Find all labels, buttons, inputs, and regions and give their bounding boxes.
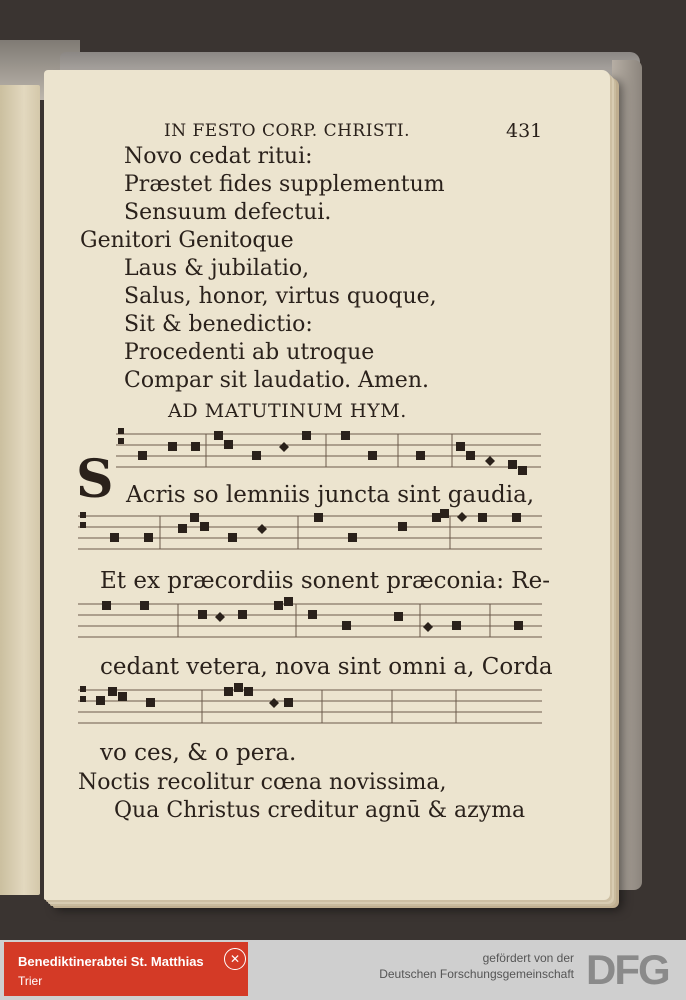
lyric-line: Acris so lemniis juncta sint gaudia, bbox=[126, 482, 535, 508]
funding-note bbox=[379, 950, 574, 982]
music-staff-2 bbox=[78, 508, 548, 558]
verse-line: Compar sit laudatio. Amen. bbox=[124, 368, 429, 393]
running-header: IN FESTO CORP. CHRISTI. bbox=[164, 121, 411, 141]
verse-line: Sensuum defectui. bbox=[124, 200, 332, 225]
closing-line: Qua Christus creditur agnū & azyma bbox=[114, 798, 526, 823]
closing-line: Noctis recolitur cœna novissima, bbox=[78, 770, 447, 795]
lyric-line: vo ces, & o pera. bbox=[100, 740, 297, 766]
abbey-seal-icon: ✕ bbox=[224, 948, 246, 970]
verse-line: Procedenti ab utroque bbox=[124, 340, 375, 365]
page-number: 431 bbox=[506, 120, 543, 142]
music-staff-3 bbox=[78, 596, 548, 646]
verse-line: Sit & benedictio: bbox=[124, 312, 313, 337]
dfg-logo[interactable]: DFG bbox=[586, 946, 669, 993]
left-page-edge bbox=[0, 85, 40, 895]
funding-line: gefördert von der bbox=[482, 951, 574, 965]
verse-line: Præstet fides supplementum bbox=[124, 172, 445, 197]
music-staff-4 bbox=[78, 682, 548, 732]
verse-line: Novo cedat ritui: bbox=[124, 144, 313, 169]
right-page bbox=[44, 70, 610, 900]
lyric-line: Et ex præcordiis sonent præconia: Re- bbox=[100, 568, 550, 594]
funding-line: Deutschen Forschungsgemeinschaft bbox=[379, 967, 574, 981]
verse-line: Laus & jubilatio, bbox=[124, 256, 310, 281]
verse-line: Genitori Genitoque bbox=[80, 228, 294, 253]
hymn-heading: AD MATUTINUM HYM. bbox=[168, 400, 407, 422]
initial-letter: S bbox=[76, 449, 114, 510]
institution-name: Benediktinerabtei St. Matthias bbox=[18, 954, 204, 969]
footer-bar bbox=[0, 940, 686, 1000]
music-staff-1 bbox=[116, 426, 546, 476]
verse-line: Salus, honor, virtus quoque, bbox=[124, 284, 437, 309]
institution-badge[interactable] bbox=[4, 942, 248, 996]
institution-city: Trier bbox=[18, 974, 43, 988]
lyric-line: cedant vetera, nova sint omni a, Corda bbox=[100, 654, 553, 680]
